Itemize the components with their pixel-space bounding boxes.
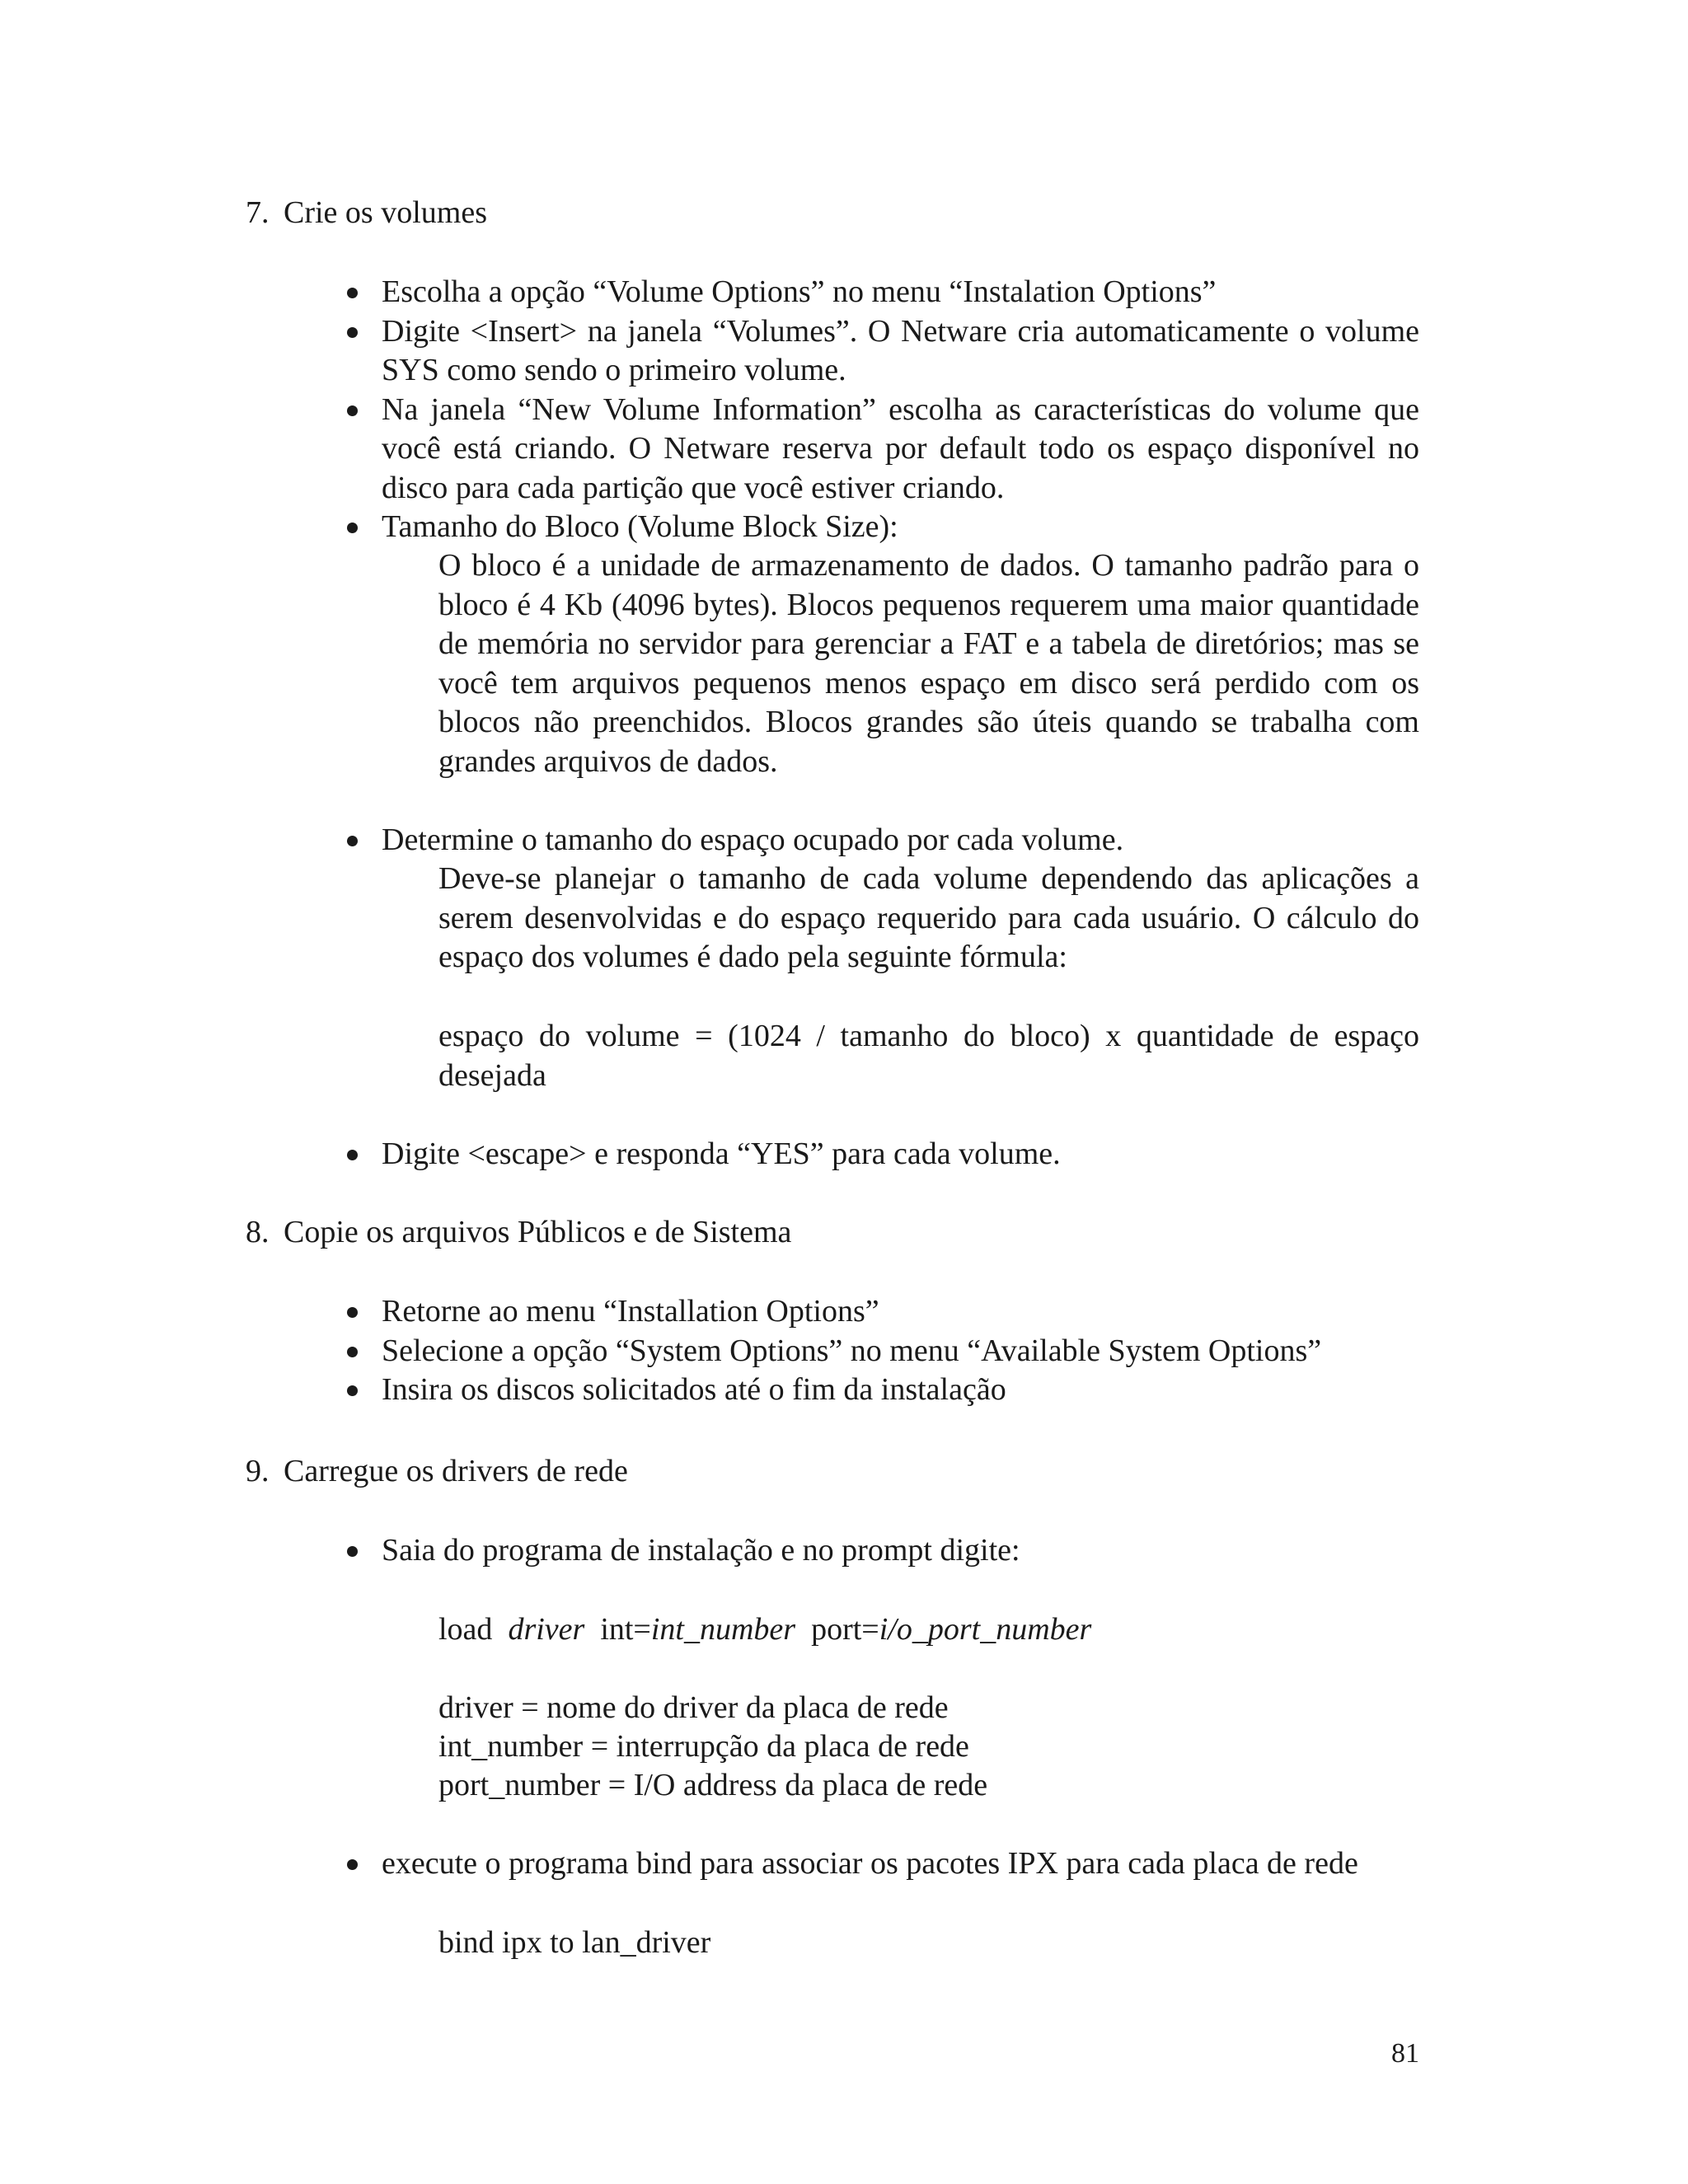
section-8-bullet-list — [382, 1292, 1419, 1410]
bullet-execute-bind: execute o programa bind para associar os pacotes IPX para cada placa de rede — [382, 1844, 1419, 1884]
bullet-new-volume-information: Na janela “New Volume Information” escolha as características do volume que você está criando. O Netware reserva por default todo os espaço disponível no disco para cada partição que você estiver criando. — [382, 391, 1419, 509]
section-8-number: 8. — [246, 1215, 270, 1249]
bind-command: bind ipx to lan_driver — [438, 1925, 711, 1960]
block-size-paragraph: O bloco é a unidade de armazenamento de dados. O tamanho padrão para o bloco é 4 Kb (4096 bytes). Blocos pequenos requerem uma maior quantidade de memória no servidor para gerenciar a FAT e a tabela de diretórios; mas se você tem arquivos pequenos menos espaço em disco será perdido com os blocos não preenchidos. Blocos grandes são úteis quando se trabalha com grandes arquivos de dados. — [438, 548, 1419, 779]
section-7-determine-list — [382, 821, 1419, 860]
bullet-volume-options: Escolha a opção “Volume Options” no menu “Instalation Options” — [382, 273, 1419, 312]
section-7-number: 7. — [246, 195, 270, 230]
determine-paragraph: Deve-se planejar o tamanho de cada volume dependendo das aplicações a serem desenvolvidas e do espaço requerido para cada usuário. O cálculo do espaço dos volumes é dado pela seguinte fórmula: — [438, 861, 1419, 974]
load-int-label: int= — [600, 1612, 651, 1647]
section-7-bullet-list — [382, 273, 1419, 547]
bullet-insert-volumes: Digite <Insert> na janela “Volumes”. O Netware cria automaticamente o volume SYS como sendo o primeiro volume. — [382, 312, 1419, 391]
bullet-return-installation-options: Retorne ao menu “Installation Options” — [382, 1292, 1419, 1332]
load-port-value: i/o_port_number — [879, 1612, 1092, 1647]
volume-formula: espaço do volume = (1024 / tamanho do bloco) x quantidade de espaço desejada — [438, 1019, 1419, 1093]
load-driver-arg: driver — [508, 1612, 585, 1647]
section-9-prompt-list — [382, 1531, 1419, 1571]
definition-driver: driver = nome do driver da placa de rede — [438, 1690, 949, 1725]
section-7-heading — [246, 194, 1416, 233]
section-7-title: Crie os volumes — [284, 195, 487, 230]
load-command — [438, 1610, 1419, 1650]
bullet-select-system-options: Selecione a opção “System Options” no menu “Available System Options” — [382, 1332, 1419, 1371]
bullet-determine-size: Determine o tamanho do espaço ocupado por cada volume. — [382, 821, 1419, 860]
definition-int-number: int_number = interrupção da placa de rede — [438, 1729, 969, 1764]
section-7-escape-list — [382, 1135, 1419, 1174]
bullet-escape-yes: Digite <escape> e responda “YES” para cada volume. — [382, 1135, 1419, 1174]
section-9-heading — [246, 1452, 1416, 1492]
load-port-label: port= — [811, 1612, 879, 1647]
load-int-value: int_number — [650, 1612, 796, 1647]
page-number: 81 — [1391, 2038, 1419, 2069]
bullet-insert-disks: Insira os discos solicitados até o fim da instalação — [382, 1371, 1419, 1410]
section-8-title: Copie os arquivos Públicos e de Sistema — [284, 1215, 792, 1249]
section-8-heading — [246, 1213, 1416, 1253]
bullet-block-size: Tamanho do Bloco (Volume Block Size): — [382, 508, 1419, 547]
section-9-title: Carregue os drivers de rede — [284, 1454, 628, 1488]
section-9-bind-list — [382, 1844, 1419, 1884]
load-keyword: load — [438, 1612, 493, 1647]
section-9-number: 9. — [246, 1454, 270, 1488]
bullet-exit-install-prompt: Saia do programa de instalação e no prompt digite: — [382, 1531, 1419, 1571]
definition-port-number: port_number = I/O address da placa de rede — [438, 1768, 988, 1802]
